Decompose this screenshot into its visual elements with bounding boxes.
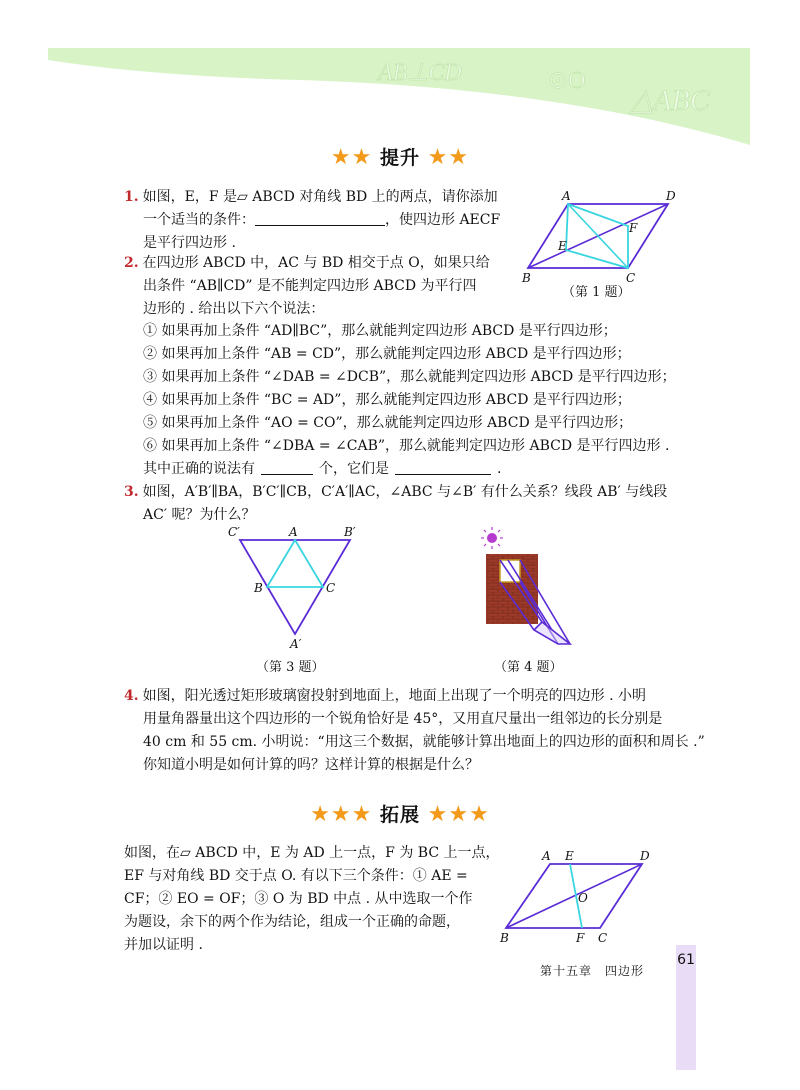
figure-3: [222, 522, 372, 652]
q4-text: 如图，阳光透过矩形玻璃窗投射到地面上，地面上出现了一个明亮的四边形 . 小明: [142, 688, 646, 704]
star-icon: ★★★: [310, 802, 373, 827]
label-e: E: [558, 239, 567, 253]
extend-line-5: 并加以证明 .: [124, 937, 203, 953]
q4-line-1: [124, 685, 646, 707]
label-b-prime: B′: [344, 525, 356, 539]
question-number: 4.: [124, 688, 139, 704]
q1-text: 如图，E，F 是▱ ABCD 对角线 BD 上的两点，请你添加: [142, 189, 498, 205]
q1-text: ，使四边形 AECF: [385, 212, 501, 228]
chapter-label: 第十五章 四边形: [540, 964, 645, 978]
caption-figure-3: （第 3 题）: [256, 660, 325, 675]
label-a-prime: A′: [290, 637, 302, 651]
q2-item-1: ① 如果再加上条件 “AD∥BC”，那么就能判定四边形 ABCD 是平行四边形；: [143, 323, 617, 339]
q2-ask: [143, 458, 501, 480]
q2-text: 其中正确的说法有: [143, 461, 255, 477]
question-number: 2.: [124, 255, 139, 271]
q4-line-4: 你知道小明是如何计算的吗？这样计算的根据是什么？: [143, 757, 479, 773]
label-d: D: [640, 849, 650, 863]
label-b: B: [522, 271, 531, 285]
caption-figure-1: （第 1 题）: [562, 285, 631, 300]
label-f: F: [576, 931, 585, 945]
question-number: 3.: [124, 484, 139, 500]
q3-text: 如图，A′B′∥BA，B′C′∥CB，C′A′∥AC，∠ABC 与∠B′ 有什么关系？线段 AB′ 与线段: [142, 484, 668, 500]
label-a: A: [542, 849, 551, 863]
banner-decor-perpendicular: AB⊥CD: [378, 60, 462, 86]
q3-line-2: AC′ 呢？为什么？: [143, 507, 256, 523]
header-banner: [0, 0, 800, 150]
q1-line-1: [124, 186, 498, 208]
q2-text: .: [497, 461, 502, 477]
label-d: D: [666, 189, 676, 203]
extend-line-2: EF 与对角线 BD 交于点 O. 有以下三个条件：① AE =: [124, 868, 468, 884]
q2-item-5: ⑤ 如果再加上条件 “AO = CO”，那么就能判定四边形 ABCD 是平行四边形；: [143, 415, 633, 431]
section-title-extend: [0, 800, 800, 827]
star-icon: ★★★: [427, 802, 490, 827]
q2-item-4: ④ 如果再加上条件 “BC = AD”，那么就能判定四边形 ABCD 是平行四边形；: [143, 392, 631, 408]
sun-icon: [481, 527, 503, 549]
label-o: O: [578, 891, 588, 905]
question-number: 1.: [124, 189, 139, 205]
answer-blank[interactable]: [255, 211, 385, 226]
caption-figure-4: （第 4 题）: [494, 660, 563, 675]
q1-text: 一个适当的条件：: [143, 212, 255, 228]
answer-blank[interactable]: [261, 460, 313, 475]
label-f: F: [629, 221, 638, 235]
label-a: A: [562, 189, 571, 203]
extend-line-3: CF；② EO = OF；③ O 为 BD 中点 . 从中选取一个作: [124, 891, 473, 907]
q2-line-1: [124, 252, 490, 274]
star-icon: ★★: [330, 145, 373, 170]
answer-blank[interactable]: [395, 460, 491, 475]
label-c-prime: C′: [228, 525, 240, 539]
q3-line-1: [124, 481, 667, 503]
figure-4: [478, 526, 588, 652]
section-title-improve: [0, 143, 800, 170]
label-c: C: [626, 271, 636, 285]
q4-line-2: 用量角器量出这个四边形的一个锐角恰好是 45°，又用直尺量出一组邻边的长分别是: [143, 711, 663, 727]
q2-text: 在四边形 ABCD 中，AC 与 BD 相交于点 O，如果只给: [142, 255, 490, 271]
q4-line-3: 40 cm 和 55 cm. 小明说：“用这三个数据，就能够计算出地面上的四边形的面积和周长 .”: [143, 734, 705, 750]
q2-item-2: ② 如果再加上条件 “AB = CD”，那么就能判定四边形 ABCD 是平行四边形；: [143, 346, 631, 362]
label-a: A: [289, 525, 298, 539]
banner-decor-triangle: △ABC: [630, 84, 710, 117]
banner-decor-circle: ⊙O: [548, 68, 586, 94]
extend-line-1: 如图，在▱ ABCD 中，E 为 AD 上一点，F 为 BC 上一点，: [124, 845, 500, 861]
label-b: B: [254, 581, 263, 595]
label-c: C: [598, 931, 608, 945]
figure-1: [518, 186, 688, 286]
label-e: E: [565, 849, 574, 863]
label-c: C: [326, 581, 336, 595]
section-title-text: 提升: [379, 147, 420, 169]
page-number: 61: [677, 952, 695, 968]
label-b: B: [500, 931, 509, 945]
extend-line-4: 为题设，余下的两个作为结论，组成一个正确的命题，: [124, 914, 460, 930]
section-title-text: 拓展: [379, 804, 420, 826]
q1-line-3: 是平行四边形 .: [143, 235, 236, 251]
q2-line-2: 出条件 “AB∥CD” 是不能判定四边形 ABCD 为平行四: [143, 278, 477, 294]
figure-extend: [492, 846, 662, 946]
q2-item-6: ⑥ 如果再加上条件 “∠DBA = ∠CAB”，那么就能判定四边形 ABCD 是平行四边形 .: [143, 438, 670, 454]
q2-line-3: 边形的 . 给出以下六个说法：: [143, 301, 325, 317]
q2-text: 个，它们是: [319, 461, 389, 477]
star-icon: ★★: [427, 145, 470, 170]
q2-item-3: ③ 如果再加上条件 “∠DAB = ∠DCB”，那么就能判定四边形 ABCD 是平行四边形；: [143, 369, 676, 385]
q1-line-2: [143, 209, 500, 231]
